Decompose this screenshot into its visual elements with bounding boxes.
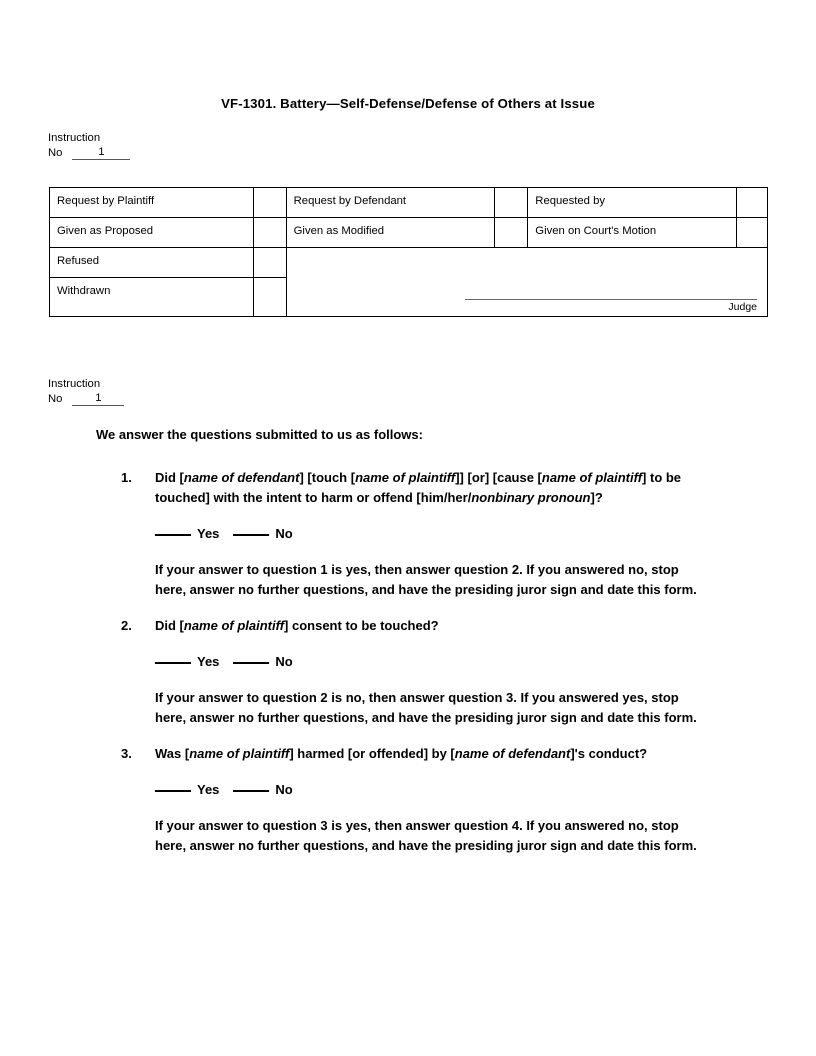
no-blank[interactable] [233, 778, 269, 792]
disposition-table [49, 187, 768, 317]
table-row [50, 188, 768, 218]
cell-request-by-defendant: Request by Defendant [286, 188, 495, 218]
spacer [121, 728, 701, 744]
instruction-number-top [48, 131, 130, 161]
no-label: No [275, 782, 293, 797]
page-title: VF-1301. Battery—Self-Defense/Defense of Others at Issue [221, 96, 595, 111]
question-item [121, 744, 701, 764]
answer-choices [121, 524, 701, 544]
instruction-label-line1: Instruction [48, 378, 101, 390]
spacer [121, 800, 701, 816]
checkbox-given-on-courts-motion[interactable] [736, 218, 767, 248]
question-directive: If your answer to question 1 is yes, then answer question 2. If you answered no, stop here, answer no further questions, and have the presiding juror sign and date this form. [155, 562, 697, 597]
yes-label: Yes [197, 654, 220, 669]
yes-label: Yes [197, 526, 220, 541]
question-text: Did [name of defendant] [touch [name of plaintiff]] [or] [cause [name of plaintiff] to be touched] with the intent to harm or offend [him/her/nonbinary pronoun]? [155, 470, 682, 505]
no-blank[interactable] [233, 650, 269, 664]
question-text: Did [name of plaintiff] consent to be touched? [155, 618, 439, 633]
spacer [121, 636, 701, 652]
yes-blank[interactable] [155, 522, 191, 536]
no-blank[interactable] [233, 522, 269, 536]
question-directive: If your answer to question 3 is yes, then answer question 4. If you answered no, stop here, answer no further questions, and have the presiding juror sign and date this form. [155, 818, 697, 853]
cell-given-as-proposed: Given as Proposed [50, 218, 254, 248]
no-label: No [275, 526, 293, 541]
cell-refused: Refused [50, 248, 254, 278]
judge-signature-group [465, 299, 757, 314]
judge-signature-cell [286, 248, 767, 317]
spacer [121, 672, 701, 688]
cell-withdrawn: Withdrawn [50, 278, 254, 317]
question-directive: If your answer to question 2 is no, then answer question 3. If you answered yes, stop here, answer no further questions, and have the presiding juror sign and date this form. [155, 690, 697, 725]
yes-blank[interactable] [155, 650, 191, 664]
question-text: Was [name of plaintiff] harmed [or offended] by [name of defendant]'s conduct? [155, 746, 648, 761]
checkbox-withdrawn[interactable] [253, 278, 286, 317]
checkbox-given-as-modified[interactable] [495, 218, 528, 248]
question-item [121, 616, 701, 636]
cell-given-as-modified: Given as Modified [286, 218, 495, 248]
question-number: 3. [121, 746, 132, 761]
checkbox-request-by-plaintiff[interactable] [253, 188, 286, 218]
question-number: 1. [121, 470, 132, 485]
spacer [121, 764, 701, 780]
instruction-label-line1: Instruction [48, 132, 101, 144]
yes-label: Yes [197, 782, 220, 797]
checkbox-request-by-defendant[interactable] [495, 188, 528, 218]
table-row [50, 248, 768, 278]
instruction-number-field[interactable]: 1 [72, 391, 124, 407]
answer-choices [121, 652, 701, 672]
spacer [121, 508, 701, 524]
verdict-heading: We answer the questions submitted to us as follows: [96, 427, 423, 442]
yes-blank[interactable] [155, 778, 191, 792]
instruction-number-field[interactable]: 1 [72, 145, 130, 161]
cell-requested-by: Requested by [528, 188, 737, 218]
table-row [50, 218, 768, 248]
spacer [121, 544, 701, 560]
checkbox-refused[interactable] [253, 248, 286, 278]
checkbox-given-as-proposed[interactable] [253, 218, 286, 248]
question-number: 2. [121, 618, 132, 633]
answer-choices [121, 780, 701, 800]
judge-signature-label: Judge [728, 301, 757, 313]
cell-request-by-plaintiff: Request by Plaintiff [50, 188, 254, 218]
instruction-number-second [48, 377, 124, 407]
no-label: No [275, 654, 293, 669]
question-item [121, 468, 701, 508]
questions-container [121, 468, 701, 856]
cell-given-on-courts-motion: Given on Court's Motion [528, 218, 737, 248]
instruction-label-line2: No [48, 146, 63, 159]
checkbox-requested-by[interactable] [736, 188, 767, 218]
instruction-label-line2: No [48, 392, 63, 405]
spacer [121, 600, 701, 616]
